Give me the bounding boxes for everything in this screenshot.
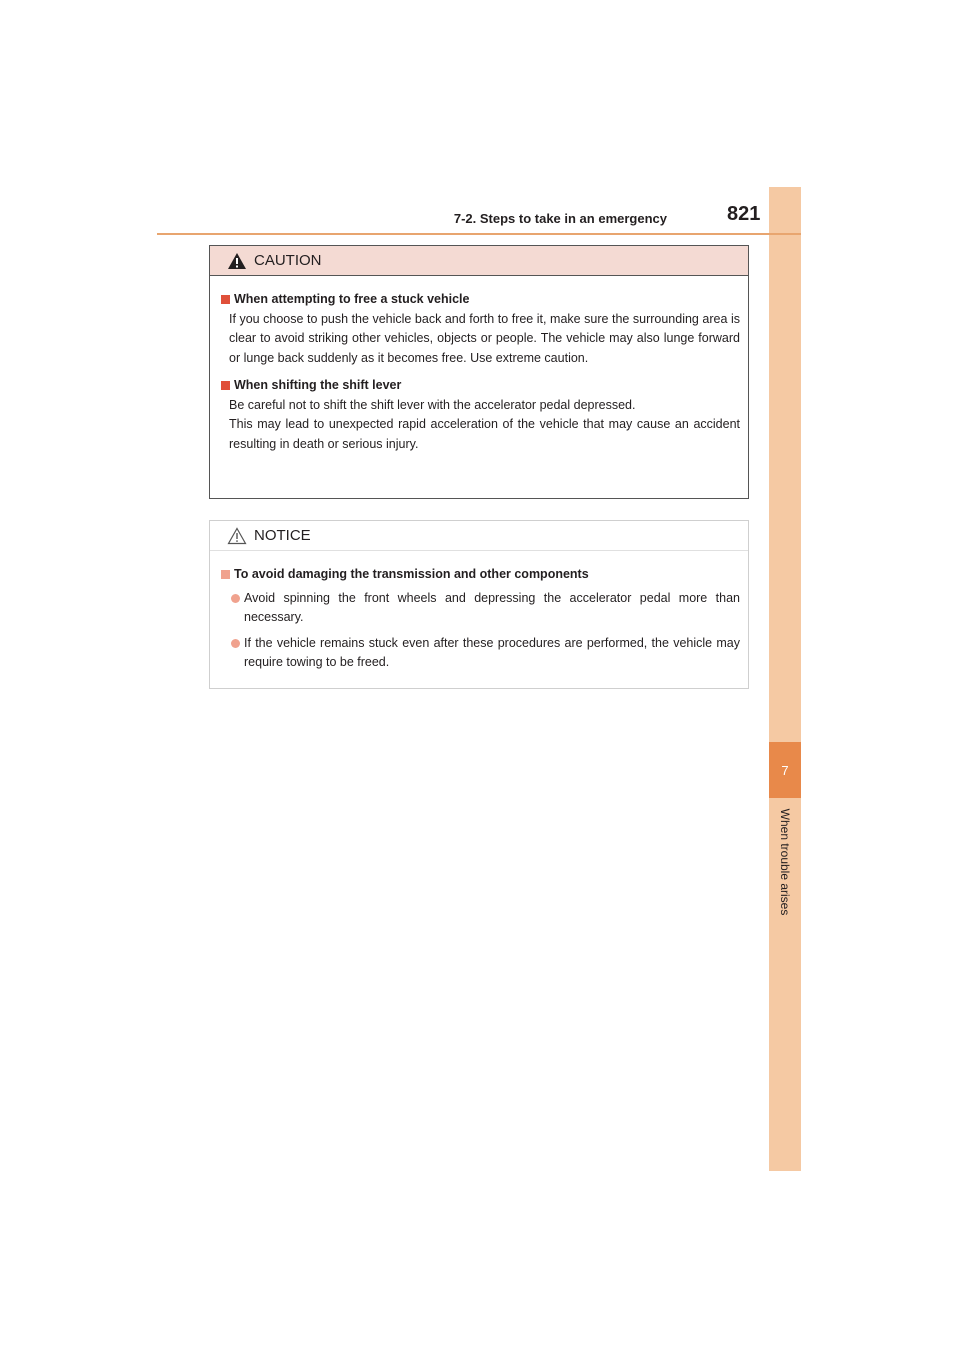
caution-paragraph: Be careful not to shift the shift lever with the accelerator pedal depressed. bbox=[229, 397, 636, 412]
notice-body bbox=[210, 551, 748, 673]
round-bullet-icon bbox=[231, 639, 240, 648]
header-rule bbox=[157, 233, 801, 235]
caution-item-title-text: When shifting the shift lever bbox=[234, 378, 402, 392]
caution-header bbox=[210, 246, 748, 276]
notice-label: NOTICE bbox=[254, 527, 311, 544]
caution-item-title bbox=[218, 290, 740, 310]
page-number: 821 bbox=[727, 203, 761, 225]
square-bullet-icon bbox=[221, 295, 230, 304]
caution-label: CAUTION bbox=[254, 252, 322, 269]
caution-paragraph: If you choose to push the vehicle back and forth to free it, make sure the surrounding area is clear to avoid striking other vehicles, objects or people. The vehicle may also lunge forward or lunge back suddenly as it becomes free. Use extreme caution. bbox=[229, 311, 740, 365]
chapter-title: When trouble arises bbox=[778, 808, 792, 916]
chapter-tab bbox=[769, 742, 801, 798]
warning-triangle-outline-icon bbox=[227, 527, 247, 545]
square-bullet-icon bbox=[221, 381, 230, 390]
section-title: 7-2. Steps to take in an emergency bbox=[453, 211, 667, 226]
notice-bullet bbox=[231, 589, 740, 628]
notice-bullet-text: Avoid spinning the front wheels and depressing the accelerator pedal more than necessary. bbox=[244, 590, 740, 624]
notice-item-title-text: To avoid damaging the transmission and other components bbox=[234, 567, 589, 581]
caution-body bbox=[210, 276, 748, 454]
caution-paragraph: This may lead to unexpected rapid acceleration of the vehicle that may cause an accident resulting in death or serious injury. bbox=[229, 417, 740, 451]
notice-header bbox=[210, 521, 748, 551]
notice-bullet bbox=[231, 634, 740, 673]
square-bullet-icon bbox=[221, 570, 230, 579]
notice-box bbox=[209, 520, 749, 689]
round-bullet-icon bbox=[231, 594, 240, 603]
side-strip bbox=[769, 187, 801, 1171]
caution-item-title-text: When attempting to free a stuck vehicle bbox=[234, 292, 470, 306]
notice-bullet-text: If the vehicle remains stuck even after these procedures are performed, the vehicle may require towing to be freed. bbox=[244, 635, 740, 669]
caution-item-title bbox=[218, 376, 740, 396]
notice-item-title bbox=[218, 565, 740, 585]
caution-box bbox=[209, 245, 749, 499]
warning-triangle-icon bbox=[227, 252, 247, 270]
chapter-number: 7 bbox=[781, 762, 789, 778]
